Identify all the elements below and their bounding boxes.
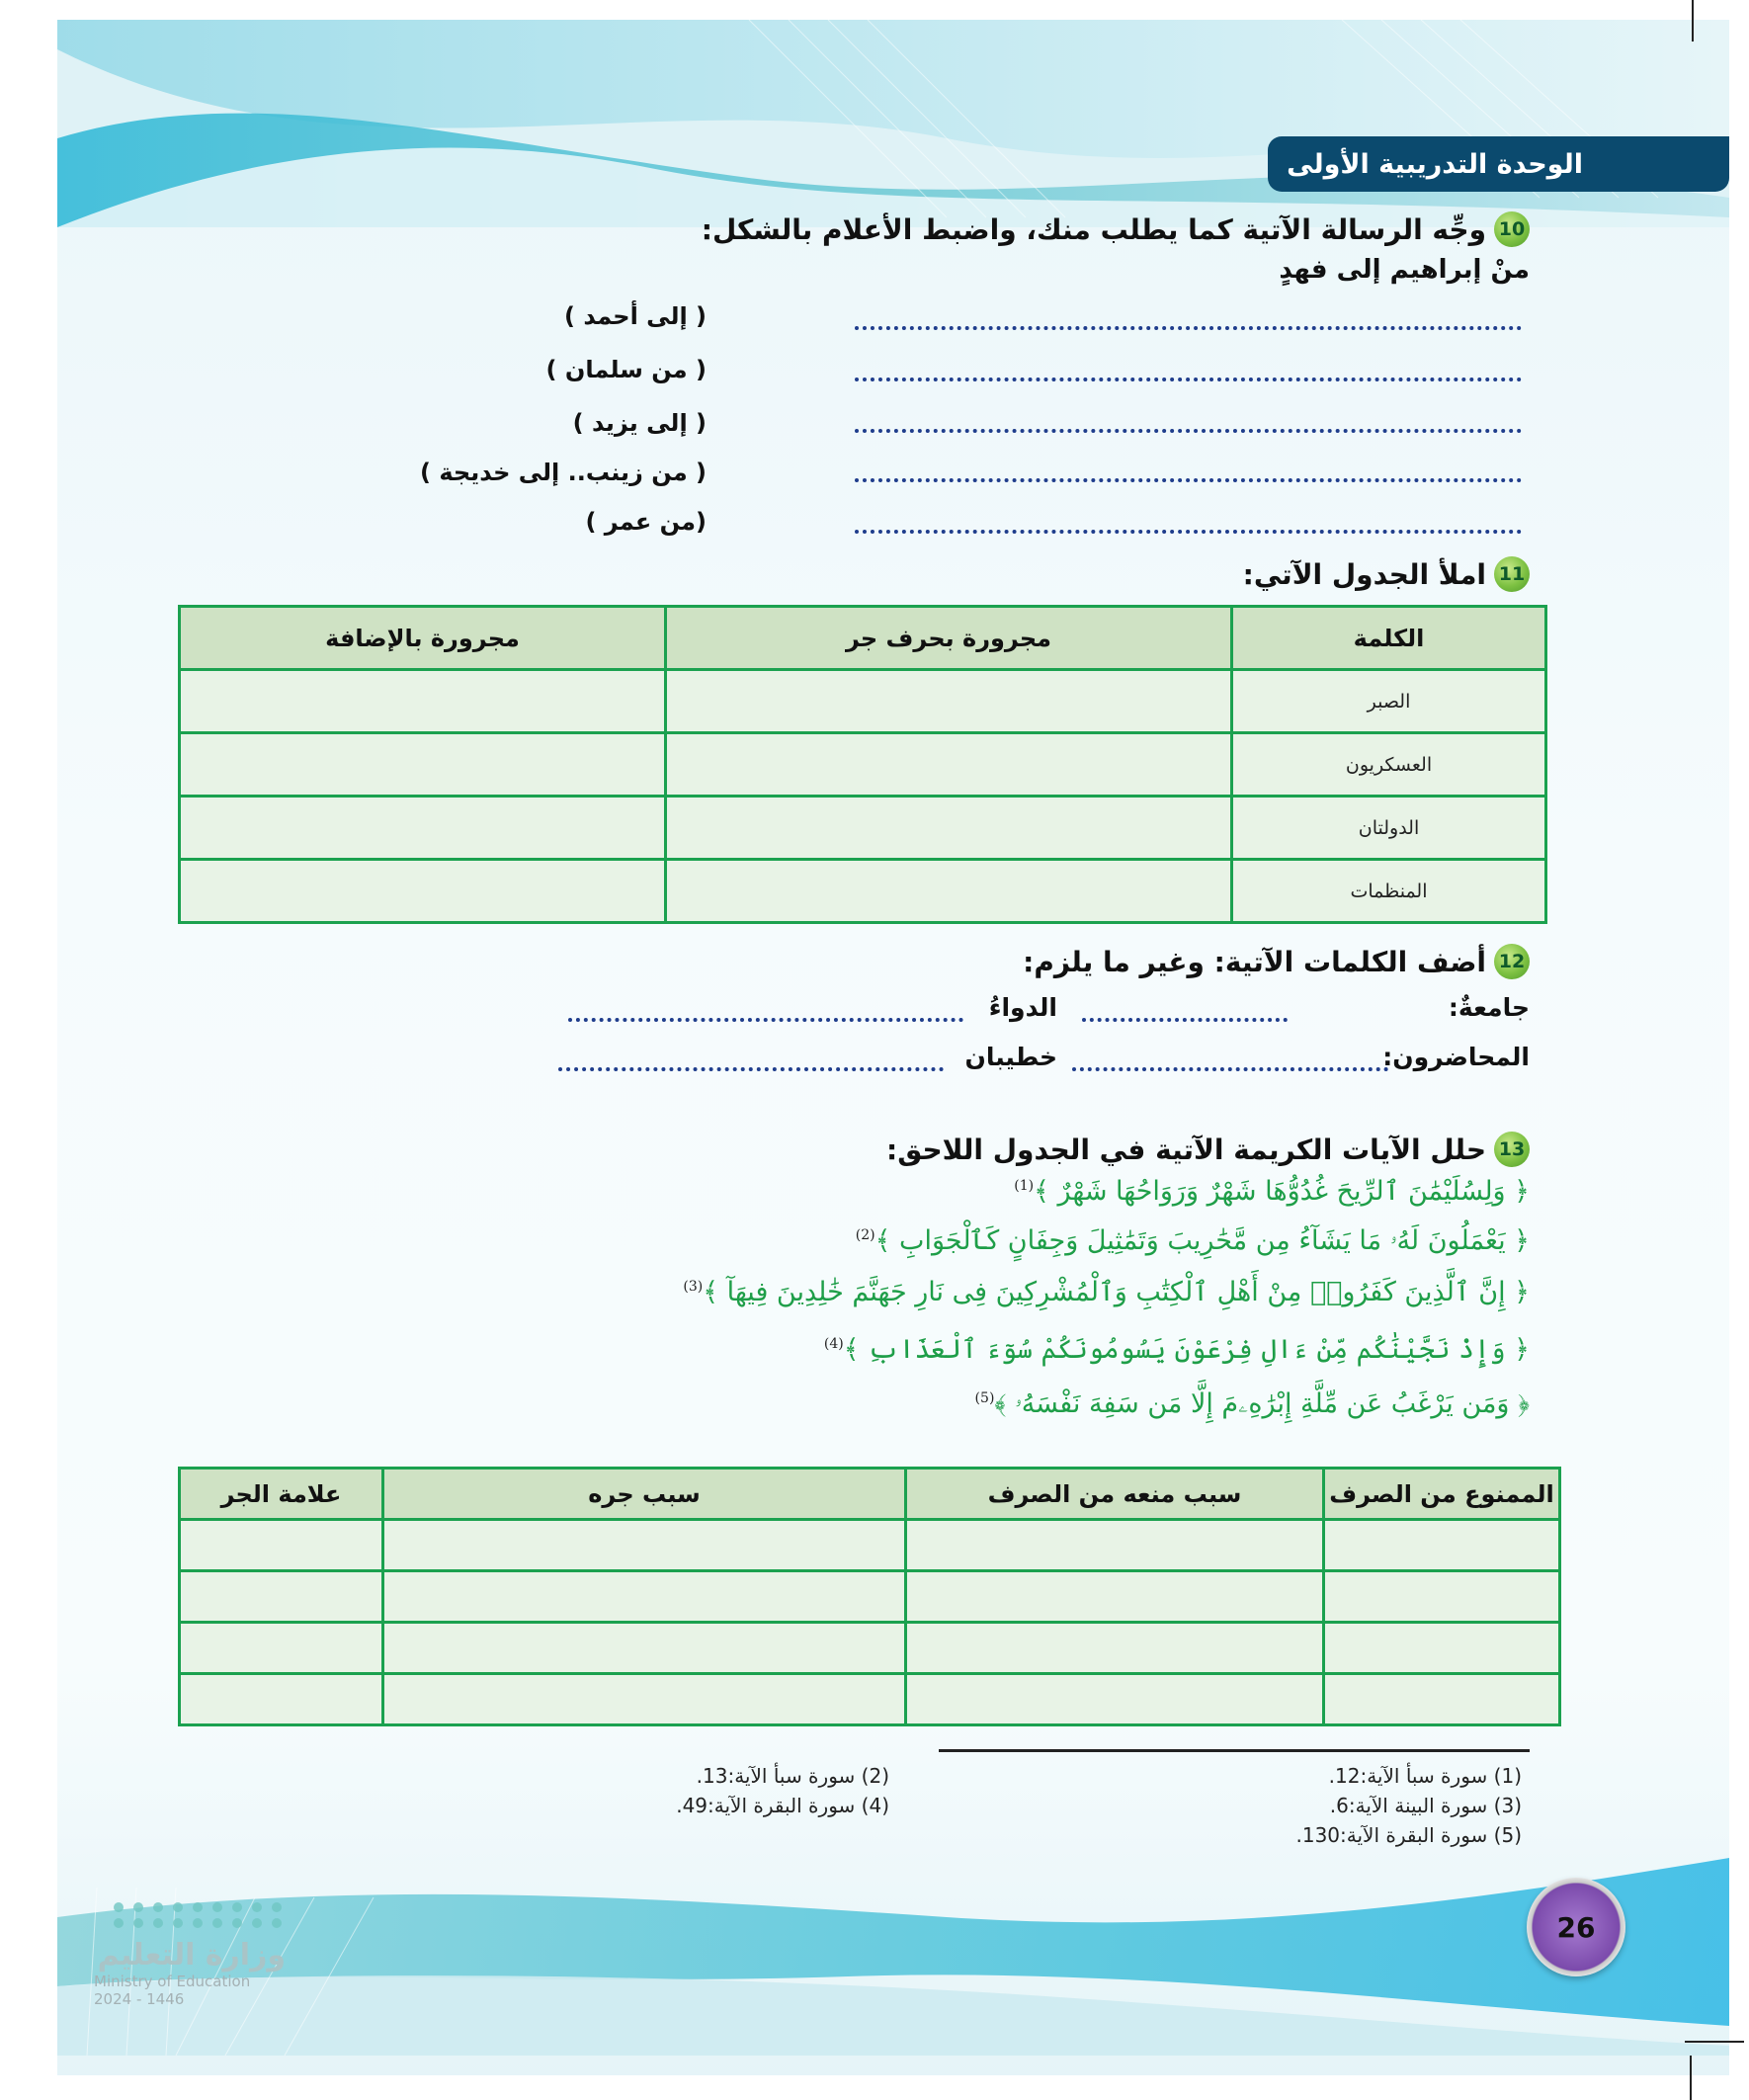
- fill-word: المحاضرون:: [1382, 1043, 1530, 1071]
- footnote-divider: [939, 1749, 1530, 1752]
- table-row: [180, 670, 1546, 733]
- fill-table-q11: [178, 605, 1547, 924]
- answer-cell[interactable]: [906, 1571, 1324, 1623]
- question-number-badge: 12: [1494, 944, 1530, 979]
- question-text: املأ الجدول الآتي:: [1242, 557, 1486, 591]
- answer-cell[interactable]: [180, 1520, 383, 1571]
- footer-wave-decoration: [57, 1858, 1729, 2056]
- table-header: مجرورة بحرف جر: [666, 607, 1232, 670]
- logo-year: 2024 - 1446: [94, 1990, 185, 2008]
- question-number-badge: 10: [1494, 211, 1530, 247]
- answer-line[interactable]: [855, 326, 1522, 330]
- answer-cell[interactable]: [180, 733, 666, 797]
- verse-ref: (1): [1014, 1178, 1035, 1194]
- fill-word: جامعةٌ:: [1448, 993, 1530, 1022]
- logo-dots-icon: [114, 1902, 286, 1928]
- quran-verse: ﴿ إِنَّ ٱلَّذِينَ كَفَرُوا۟ مِنْ أَهْلِ ٱلْكِتَٰبِ وَٱلْمُشْرِكِينَ فِى نَارِ جَهَنَّمَ خَٰلِدِينَ فِيهَآ ﴾$^{(3)}$: [683, 1277, 1530, 1307]
- question-10-title: [702, 211, 1530, 247]
- table-header: مجرورة بالإضافة: [180, 607, 666, 670]
- word-cell: العسكريون: [1232, 733, 1546, 797]
- answer-cell[interactable]: [906, 1520, 1324, 1571]
- quran-verse: ﴿ وَلِسُلَيْمَٰنَ ٱلرِّيحَ غُدُوُّهَا شَهْرٌ وَرَوَاحُهَا شَهْرٌ ﴾$^{(1)}$: [1014, 1176, 1530, 1207]
- fill-word: الدواءُ: [988, 993, 1057, 1022]
- verse-ref: (5): [974, 1390, 995, 1406]
- answer-cell[interactable]: [180, 797, 666, 860]
- table-row: [180, 733, 1546, 797]
- footnote: (1) سورة سبأ الآية:12.: [1328, 1764, 1522, 1788]
- example-line: منْ إبراهيم إلى فهدٍ: [1279, 255, 1530, 285]
- answer-line[interactable]: [568, 1018, 963, 1022]
- answer-cell[interactable]: [666, 860, 1232, 923]
- answer-cell[interactable]: [666, 670, 1232, 733]
- unit-title: الوحدة التدريبية الأولى: [1287, 148, 1583, 180]
- header-wave-decoration: [57, 20, 1729, 227]
- ministry-logo: [94, 1902, 286, 2008]
- unit-title-banner: [1268, 136, 1729, 192]
- answer-line[interactable]: [1082, 1018, 1288, 1022]
- answer-line[interactable]: [1072, 1067, 1388, 1071]
- table-header: سبب منعه من الصرف: [906, 1469, 1324, 1520]
- answer-cell[interactable]: [383, 1674, 906, 1725]
- answer-cell[interactable]: [666, 733, 1232, 797]
- table-header: سبب جره: [383, 1469, 906, 1520]
- verse-ref: (2): [855, 1227, 875, 1243]
- word-cell: الصبر: [1232, 670, 1546, 733]
- verse-ref: (4): [823, 1336, 844, 1352]
- crop-mark: [1692, 0, 1694, 42]
- footnote: (2) سورة سبأ الآية:13.: [696, 1764, 889, 1788]
- letter-prompt: ( من سلمان ): [545, 356, 707, 383]
- answer-cell[interactable]: [1324, 1674, 1560, 1725]
- table-header: الكلمة: [1232, 607, 1546, 670]
- footnote: (4) سورة البقرة الآية:49.: [676, 1794, 889, 1817]
- question-11-title: [1243, 556, 1530, 592]
- answer-cell[interactable]: [180, 1674, 383, 1725]
- question-text: وجِّه الرسالة الآتية كما يطلب منك، واضبط الأعلام بالشكل:: [701, 212, 1486, 246]
- footnote: (3) سورة البينة الآية:6.: [1329, 1794, 1522, 1817]
- table-header: علامة الجر: [180, 1469, 383, 1520]
- answer-cell[interactable]: [666, 797, 1232, 860]
- table-row: [180, 797, 1546, 860]
- table-row: [180, 860, 1546, 923]
- letter-prompt: ( إلى يزيد ): [572, 409, 707, 437]
- answer-cell[interactable]: [1324, 1571, 1560, 1623]
- question-13-title: [886, 1132, 1530, 1167]
- table-row: [180, 1623, 1560, 1674]
- answer-cell[interactable]: [180, 1623, 383, 1674]
- answer-cell[interactable]: [383, 1623, 906, 1674]
- answer-cell[interactable]: [180, 860, 666, 923]
- logo-arabic-text: وزارة التعليم: [97, 1938, 286, 1973]
- page-number-badge: [1527, 1878, 1625, 1976]
- answer-line[interactable]: [855, 478, 1522, 482]
- answer-cell[interactable]: [1324, 1623, 1560, 1674]
- answer-line[interactable]: [855, 429, 1522, 433]
- fill-word: خطيبان: [964, 1043, 1057, 1071]
- answer-line[interactable]: [558, 1067, 944, 1071]
- answer-line[interactable]: [855, 530, 1522, 534]
- answer-cell[interactable]: [180, 1571, 383, 1623]
- letter-prompt: (من عمر ): [585, 508, 707, 536]
- answer-cell[interactable]: [383, 1571, 906, 1623]
- quran-verse: ﴿ وَإِذْ نَجَّيْنَٰكُم مِّنْ ءَالِ فِرْعَوْنَ يَسُومُونَكُمْ سُوٓءَ ٱلْعَذَابِ ﴾$^{(4)}$: [823, 1334, 1530, 1365]
- question-number-badge: 11: [1494, 556, 1530, 592]
- question-text: أضف الكلمات الآتية: وغير ما يلزم:: [1023, 945, 1486, 978]
- table-row: [180, 1674, 1560, 1725]
- question-text: حلل الآيات الكريمة الآتية في الجدول اللاحق:: [886, 1133, 1486, 1166]
- answer-line[interactable]: [855, 378, 1522, 381]
- question-12-title: [1023, 944, 1530, 979]
- table-header: الممنوع من الصرف: [1324, 1469, 1560, 1520]
- table-row: [180, 1520, 1560, 1571]
- crop-mark: [1685, 2041, 1744, 2043]
- page-number: 26: [1556, 1910, 1596, 1944]
- answer-cell[interactable]: [383, 1520, 906, 1571]
- quran-verse: ﴿ وَمَن يَرْغَبُ عَن مِّلَّةِ إِبْرَٰهِۦمَ إِلَّا مَن سَفِهَ نَفْسَهُۥ ﴾$^{(5)}$: [974, 1388, 1530, 1419]
- footnote: (5) سورة البقرة الآية:130.: [1295, 1823, 1522, 1847]
- answer-cell[interactable]: [180, 670, 666, 733]
- quran-verse: ﴿ يَعْمَلُونَ لَهُۥ مَا يَشَآءُ مِن مَّحَٰرِيبَ وَتَمَٰثِيلَ وَجِفَانٍ كَٱلْجَوَابِ ﴾$^{(2)}$: [855, 1225, 1530, 1256]
- table-row: [180, 1571, 1560, 1623]
- letter-prompt: ( من زينب.. إلى خديجة ): [420, 459, 707, 486]
- analysis-table-q13: [178, 1467, 1561, 1726]
- crop-mark: [1690, 2056, 1692, 2100]
- answer-cell[interactable]: [906, 1674, 1324, 1725]
- answer-cell[interactable]: [906, 1623, 1324, 1674]
- word-cell: الدولتان: [1232, 797, 1546, 860]
- question-number-badge: 13: [1494, 1132, 1530, 1167]
- word-cell: المنظمات: [1232, 860, 1546, 923]
- letter-prompt: ( إلى أحمد ): [564, 302, 707, 330]
- logo-english-text: Ministry of Education: [94, 1973, 251, 1990]
- answer-cell[interactable]: [1324, 1520, 1560, 1571]
- verse-ref: (3): [683, 1279, 704, 1295]
